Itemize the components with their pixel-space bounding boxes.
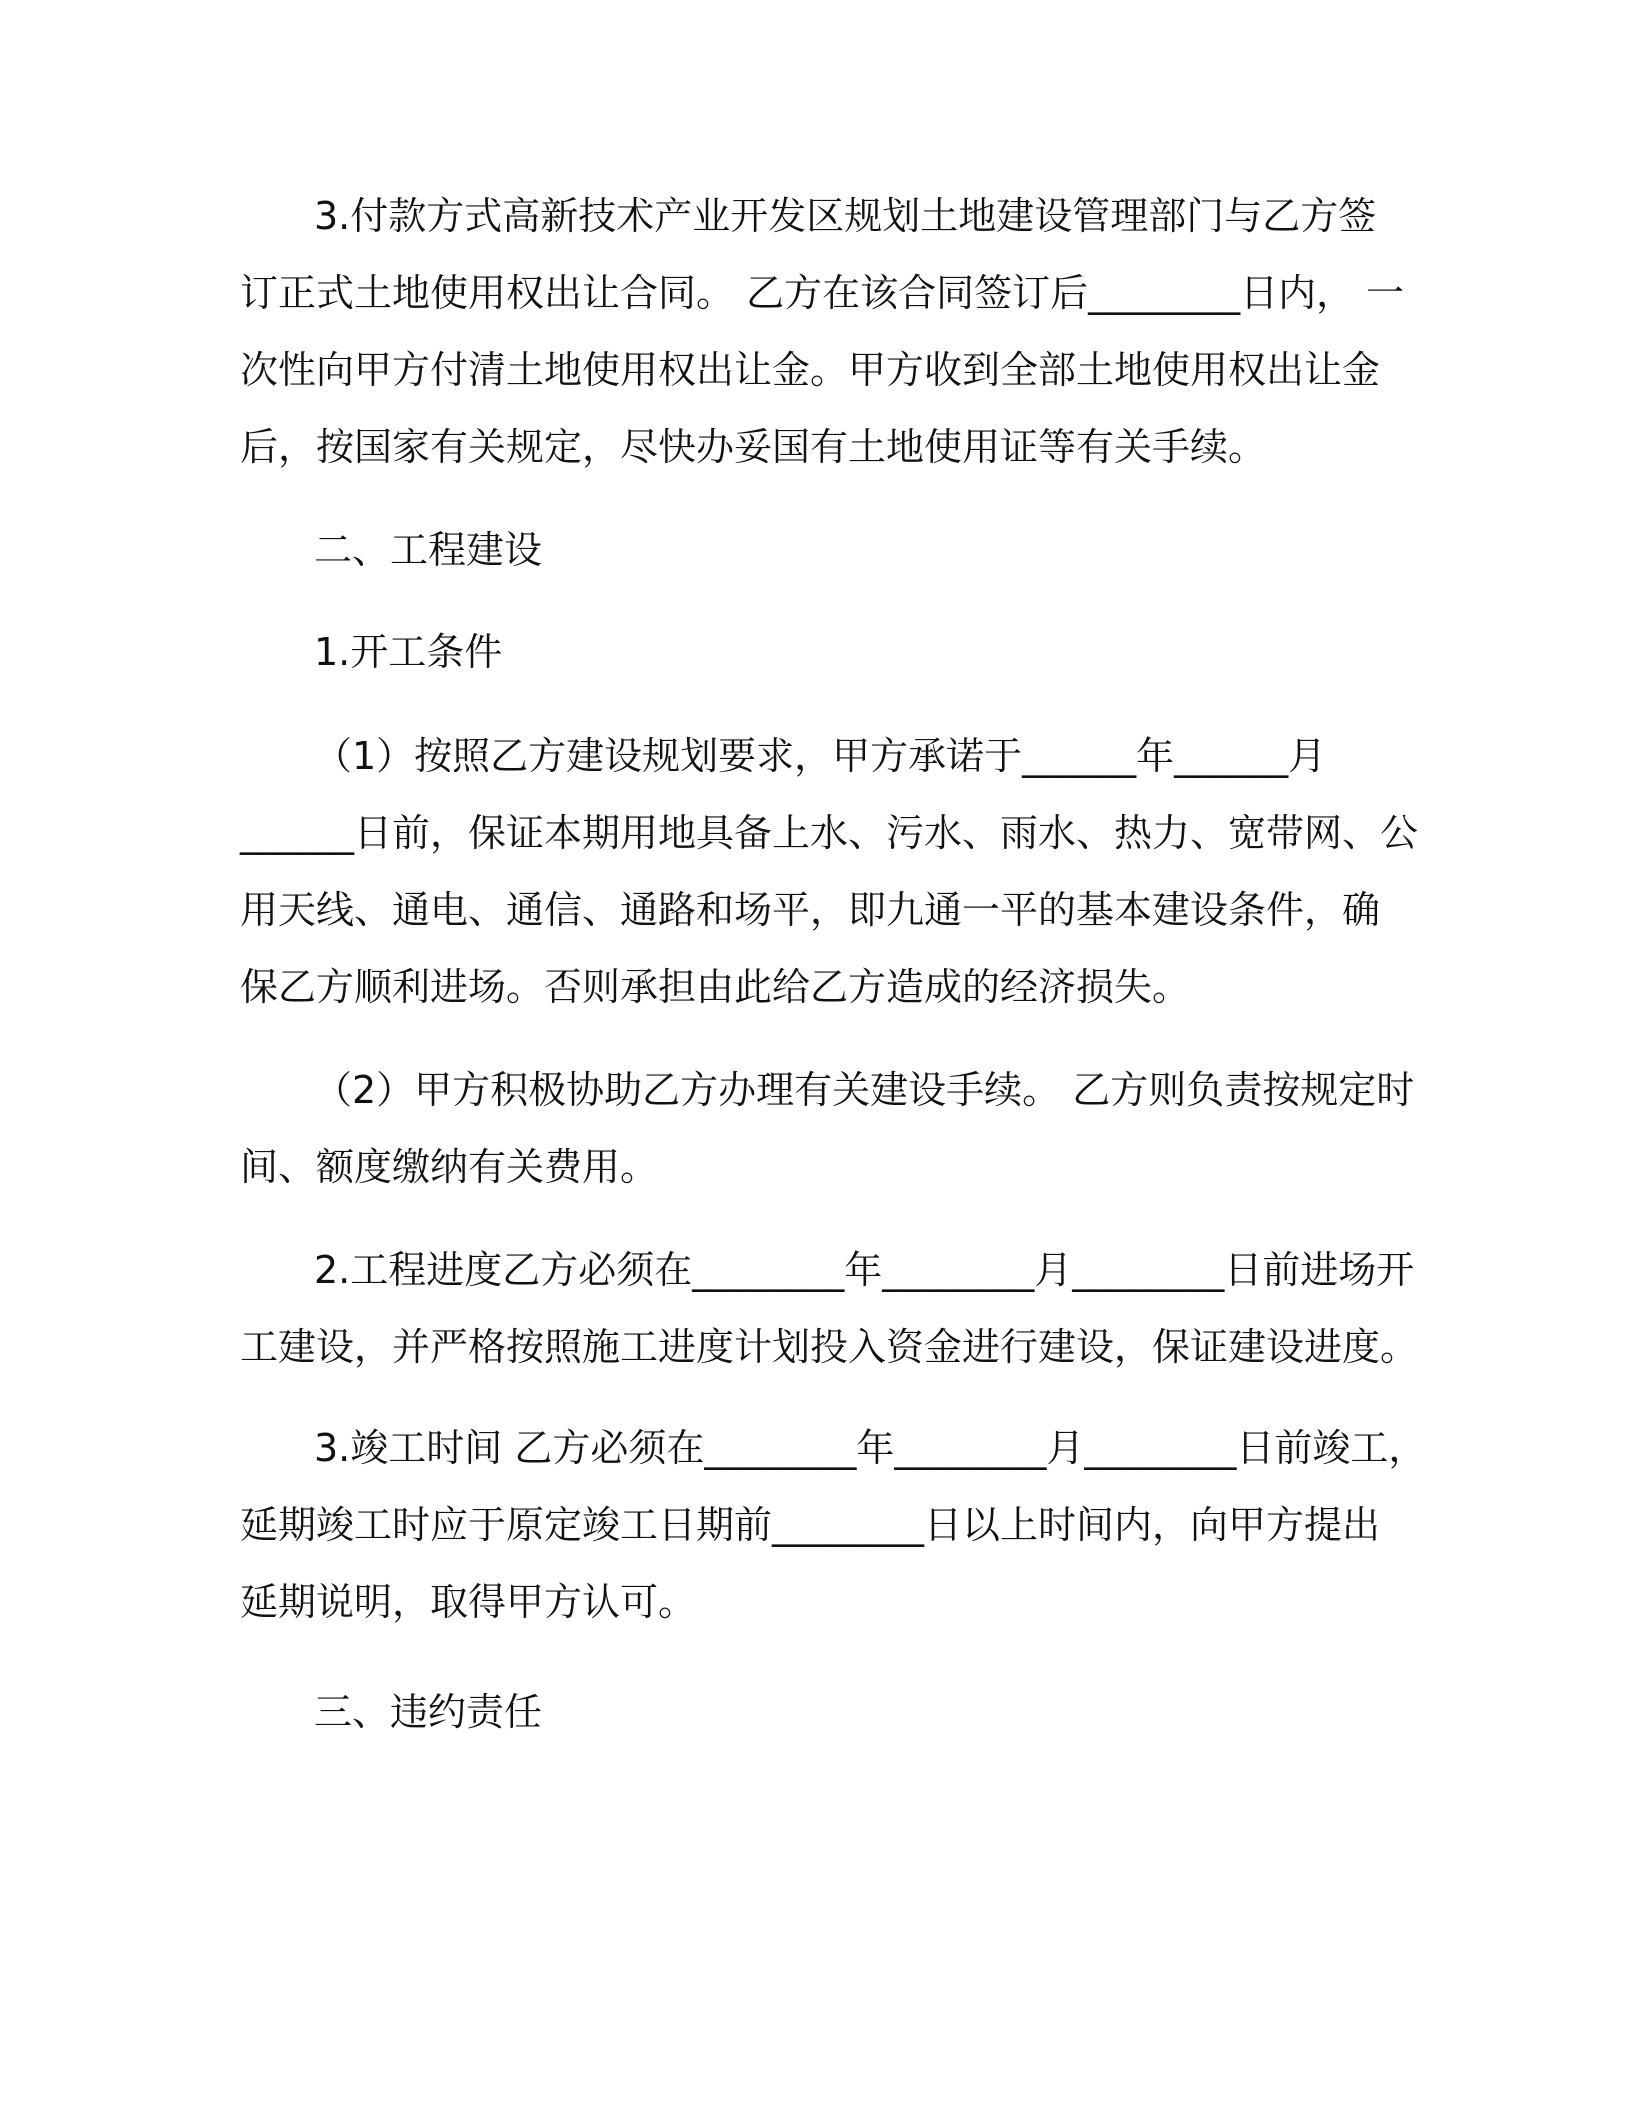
completion-clause: [240, 1410, 1427, 1641]
section-heading-liability: 三、违约责任: [314, 1690, 543, 1734]
text-line: 次性向甲方付清土地使用权出让金。甲方收到全部土地使用权出让金: [240, 348, 1381, 392]
text-line: 订正式土地使用权出让合同。 乙方在该合同签订后________日内， 一: [240, 271, 1405, 315]
start-conditions-clause-2: [240, 1052, 1415, 1206]
text-line: 用天线、通电、通信、通路和场平，即九通一平的基本建设条件，确: [240, 888, 1381, 932]
text-line: 2.工程进度乙方必须在________年________月________日前进场开: [314, 1248, 1415, 1292]
text-line: 延期竣工时应于原定竣工日期前________日以上时间内，向甲方提出: [240, 1503, 1381, 1547]
text-line: 间、额度缴纳有关费用。: [240, 1145, 659, 1189]
text-line: （1）按照乙方建设规划要求，甲方承诺于______年______月: [314, 734, 1327, 778]
text-line: （2）甲方积极协助乙方办理有关建设手续。 乙方则负责按规定时: [314, 1068, 1415, 1112]
payment-clause: [240, 178, 1405, 486]
text-line: ______日前，保证本期用地具备上水、污水、雨水、热力、宽带网、公: [240, 811, 1419, 855]
start-conditions-clause-1: [240, 718, 1419, 1026]
text-line: 工建设，并严格按照施工进度计划投入资金进行建设，保证建设进度。: [240, 1325, 1419, 1369]
subsection-title-start-conditions: 1.开工条件: [314, 630, 503, 674]
text-line: 延期说明，取得甲方认可。: [240, 1580, 697, 1624]
progress-clause: [240, 1232, 1419, 1386]
text-line: 后，按国家有关规定，尽快办妥国有土地使用证等有关手续。: [240, 425, 1267, 469]
text-line: 保乙方顺利进场。否则承担由此给乙方造成的经济损失。: [240, 965, 1191, 1009]
text-line: 3.付款方式高新技术产业开发区规划土地建设管理部门与乙方签: [314, 194, 1377, 238]
text-line: 3.竣工时间 乙方必须在________年________月________日前竣工，: [314, 1426, 1427, 1470]
section-heading-construction: 二、工程建设: [314, 528, 543, 572]
